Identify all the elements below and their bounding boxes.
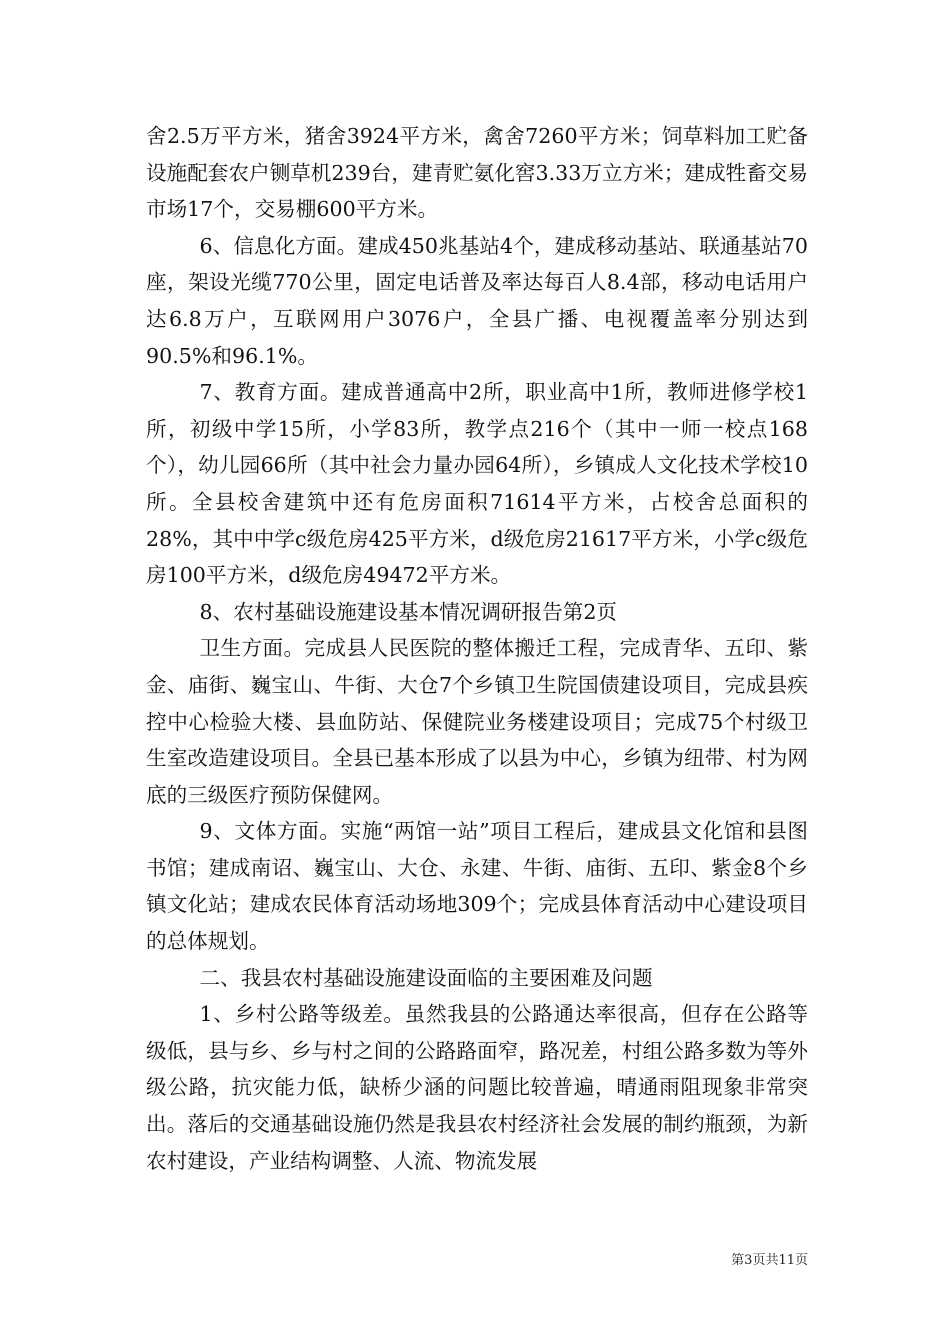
paragraph-informatization: 6、信息化方面。建成450兆基站4个，建成移动基站、联通基站70座，架设光缆770公里，固定电话普及率达每百人8.4部，移动电话用户达6.8万户，互联网用户3076户，全县广播、电视覆盖率分别达到90.5%和96.1%。 [146,233,808,368]
document-body [146,118,808,1179]
paragraph-education: 7、教育方面。建成普通高中2所，职业高中1所，教师进修学校1所，初级中学15所，小学83所，教学点216个（其中一师一校点168个），幼儿园66所（其中社会力量办园64所），乡镇成人文化技术学校10所。全县校舍建筑中还有危房面积71614平方米，占校舍总面积的28%，其中中学c级危房425平方米，d级危房21617平方米，小学c级危房100平方米，d级危房49472平方米。 [146,380,808,588]
paragraph-rural-roads: 1、乡村公路等级差。虽然我县的公路通达率很高，但存在公路等级低，县与乡、乡与村之间的公路路面窄，路况差，村组公路多数为等外级公路，抗灾能力低，缺桥少涵的问题比较普遍，晴通雨阻现象非常突出。落后的交通基础设施仍然是我县农村经济社会发展的制约瓶颈，为新农村建设，产业结构调整、人流、物流发展 [146,1002,808,1173]
paragraph-health: 卫生方面。完成县人民医院的整体搬迁工程，完成青华、五印、紫金、庙街、巍宝山、牛街、大仓7个乡镇卫生院国债建设项目，完成县疾控中心检验大楼、县血防站、保健院业务楼建设项目；完成75个村级卫生室改造建设项目。全县已基本形成了以县为中心，乡镇为纽带、村为网底的三级医疗预防保健网。 [146,636,808,807]
paragraph-culture-sports: 9、文体方面。实施“两馆一站”项目工程后，建成县文化馆和县图书馆；建成南诏、巍宝山、大仓、永建、牛街、庙街、五印、紫金8个乡镇文化站；建成农民体育活动场地309个；完成县体育活动中心建设项目的总体规划。 [146,819,808,954]
section-heading-difficulties: 二、我县农村基础设施建设面临的主要困难及问题 [199,965,653,990]
paragraph-report-title-page-2: 8、农村基础设施建设基本情况调研报告第2页 [199,599,618,624]
paragraph-livestock: 舍2.5万平方米，猪舍3924平方米，禽舍7260平方米；饲草料加工贮备设施配套农户铡草机239台，建青贮氨化窖3.33万立方米；建成牲畜交易市场17个，交易棚600平方米。 [146,124,808,222]
page-indicator: 第3页共11页 [731,1253,808,1268]
